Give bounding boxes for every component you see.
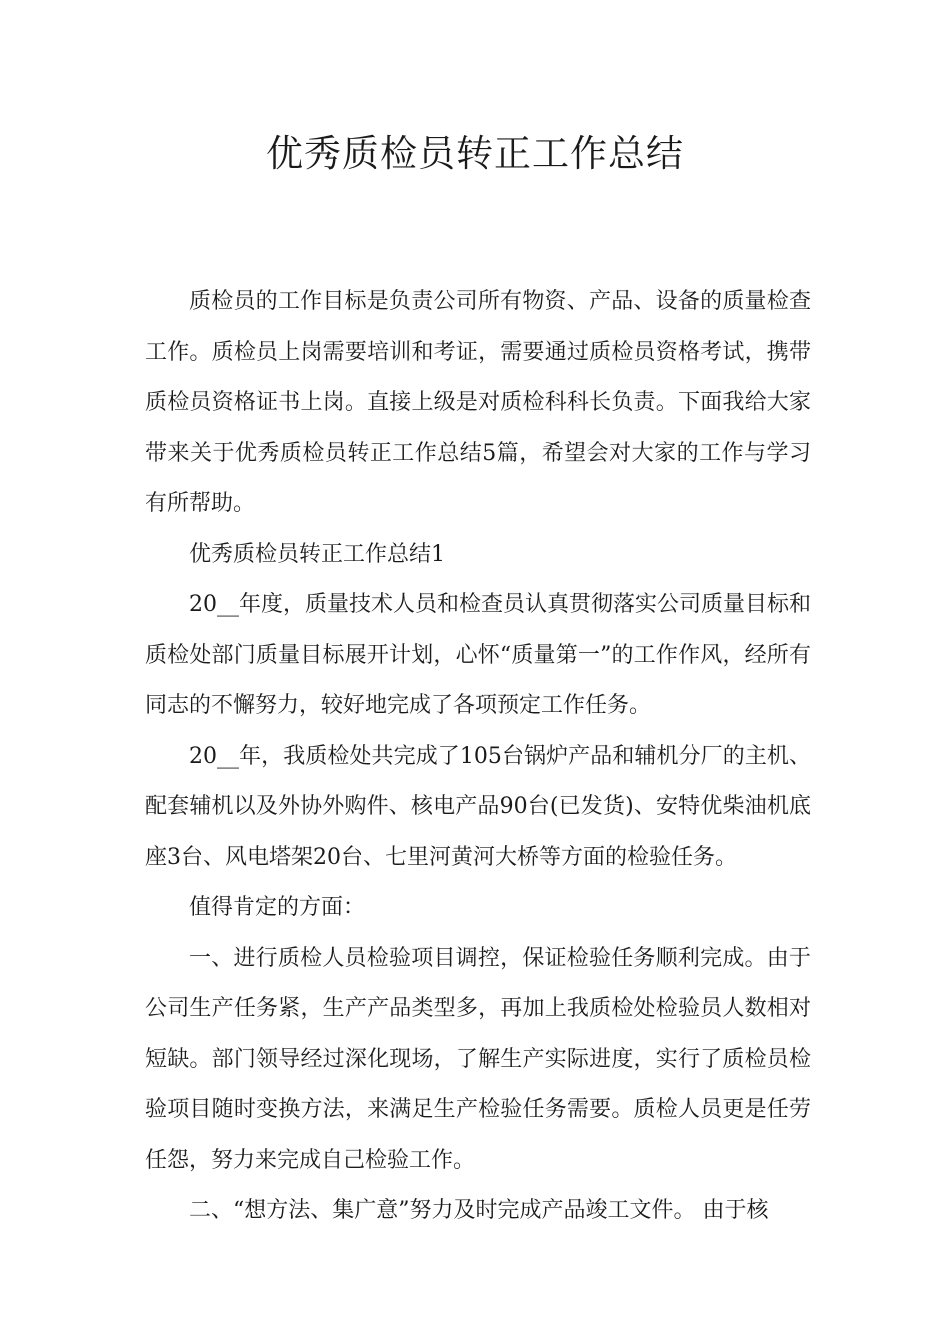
subsection-heading: 值得肯定的方面：	[189, 895, 366, 920]
section-heading: 优秀质检员转正工作总结1	[189, 541, 445, 567]
body-paragraph: 20__年度，质量技术人员和检查员认真贯彻落实公司质量目标和质检处部门质量目标展开计划，心怀“质量第一”的工作作风，经所有同志的不懈努力，较好地完成了各项预定工作任务。	[145, 592, 811, 718]
body-paragraph: 一、进行质检人员检验项目调控，保证检验任务顺利完成。由于公司生产任务紧，生产产品类型多，再加上我质检处检验员人数相对短缺。部门领导经过深化现场，了解生产实际进度，实行了质检员检验项目随时变换方法，来满足生产检验任务需要。质检人员更是任劳任怨，努力来完成自己检验工作。	[145, 945, 811, 1173]
intro-paragraph: 质检员的工作目标是负责公司所有物资、产品、设备的质量检查工作。质检员上岗需要培训和考证，需要通过质检员资格考试，携带质检员资格证书上岗。直接上级是对质检科科长负责。下面我给大家带来关于优秀质检员转正工作总结5篇，希望会对大家的工作与学习有所帮助。	[145, 289, 811, 516]
body-paragraph: 二、“想方法、集广意”努力及时完成产品竣工文件。 由于核	[189, 1198, 769, 1223]
document-title: 优秀质检员转正工作总结	[266, 132, 684, 175]
body-paragraph: 20__年，我质检处共完成了105台锅炉产品和辅机分厂的主机、配套辅机以及外协外购件、核电产品90台(已发货)、安特优柴油机底座3台、风电塔架20台、七里河黄河大桥等方面的检验任务。	[145, 743, 811, 870]
document-body	[145, 277, 811, 1237]
